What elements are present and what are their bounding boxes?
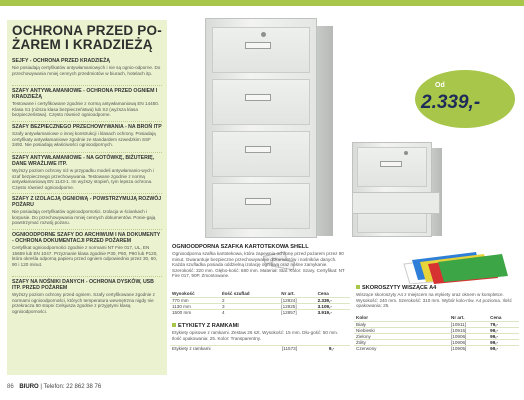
bullet-icon: [172, 323, 176, 327]
cell: [12857]: [279, 309, 315, 315]
handle-icon: [380, 161, 402, 167]
cell: 1500 mm: [170, 309, 220, 315]
col-art: Nr art.: [451, 315, 465, 321]
price-badge: [415, 70, 515, 128]
table-row: [354, 345, 519, 351]
section-burglary-fire: [12, 88, 162, 118]
product-title: SKOROSZYTY WISZĄCE A4: [362, 285, 437, 291]
cell: Etykiety z ramkami: [170, 346, 280, 352]
cell: 3: [220, 303, 279, 309]
cabinet-4-drawer-image: [205, 18, 317, 238]
price-value: 2.339,-: [421, 92, 481, 113]
cabinet-2-drawer-image: [352, 142, 432, 237]
col-price: Cena: [317, 291, 329, 297]
lock-icon: [261, 32, 266, 37]
section-title: SZAFY ANTYWŁAMANIOWE - OCHRONA PRZED OGNIEM I KRADZIEŻĄ: [12, 88, 158, 100]
section-archive: [12, 232, 162, 267]
table-row: [170, 346, 350, 352]
cell: [10911]: [449, 321, 488, 327]
cell: [11573]: [280, 346, 327, 352]
cell: Żółty: [354, 339, 449, 345]
col-color: Kolor: [356, 315, 368, 321]
section-title: OGNIOODPORNE SZAFY DO ARCHIWUM I NA DOKUMENTY - OCHRONA DOKUMENTACJI PRZED POŻAREM: [12, 232, 161, 244]
section-title: SZAFY NA NOŚNIKI DANYCH - OCHRONA DYSKÓW, USB ITP. PRZED POŻAREM: [12, 279, 154, 291]
product2-table: [170, 345, 350, 351]
handle-icon: [245, 42, 271, 49]
divider: [12, 152, 162, 153]
product-title: ETYKIETY Z RAMKAMI: [178, 323, 239, 329]
col-price: Cena: [490, 315, 502, 321]
section-body: Wyższy poziom ochrony przed ogniem. Szafy certyfikowane zgodnie z normami ognioodporności, których temperatura wewnętrzna nigdy nie przekracza 50 stopni Celsjusza zgodnie z przyjętymi klasą ognioodporności.: [12, 292, 155, 314]
col-art: Nr art.: [281, 291, 295, 297]
open-drawer-tray: [352, 192, 440, 214]
footer-brand: BIURO: [19, 384, 39, 390]
headline-line-2: ŻAREM I KRADZIEŻĄ: [12, 37, 153, 52]
product-description: Ognioodporna szafka kartotekowa, która zapewnia ochronę przed pożarem przez 90 minut. Gwarantuje bezpieczne przechowywanie dokumentów i nośników danych. Każda szufladka posiada oddzielną izolację ogniową oraz nośne zamykanie. Szerokość: 320 mm. Głębo-kość: 680 mm. Materiał: Stal. Kolor: Szary. Certyfikat: NT Fire 017, 90P. Zmontowane.: [172, 251, 345, 279]
cell: 4: [220, 309, 279, 315]
divider: [12, 276, 162, 277]
cell-price: 9,-: [327, 346, 350, 352]
cell: Zielony: [354, 333, 449, 339]
table-row: [170, 309, 350, 315]
product2-title-wrap: [172, 323, 239, 329]
price-prefix: Od: [435, 82, 445, 89]
handle-icon: [245, 146, 271, 153]
headline-line-1: OCHRONA PRZED PO-: [12, 23, 162, 38]
cell-price: 99,-: [488, 327, 519, 333]
cell: [10915]: [449, 327, 488, 333]
product-title: OGNIOODPORNA SZAFKA KARTOTEKOWA SHELL: [172, 244, 309, 250]
cell-price: 3.919,-: [316, 309, 350, 315]
section-body: Certyfikat ognioodporności zgodnie z normami NT Fire 017, UL, EN 15659 lub EN 1047. Przyznanie klasa zgodnie P30, P60, P90 lub P120, która określa odporną papieru przed ogniem odpowiednio przez 30, 60, 90 i 120 minut.: [12, 245, 158, 267]
section-body: Nie posiadają certyfikatów antywłamaniowych i nie są ognio-odporne. Do przechowywania mniej cennych przedmiotów w biurach, hotelach itp.: [12, 65, 161, 76]
cell: Biały: [354, 321, 449, 327]
cell-price: 99,-: [488, 345, 519, 351]
section-title: SZAFY Z IZOLACJĄ OGNIOWĄ - POWSTRZYMUJĄ ROZWÓJ POŻARU: [12, 196, 162, 208]
cell: [12824]: [279, 297, 315, 303]
cell: [12825]: [279, 303, 315, 309]
product-description: Wiszące skoroszyty A4 z miejscem na etykiety oraz oknem w kompletce. Wysokość: 240 mm. Szerokość: 310 mm. Wybór kolo-rów. A4 pozioma. Ilość opakowania: 25.: [356, 292, 512, 309]
cabinet-side: [317, 26, 333, 236]
handle-icon: [245, 94, 271, 101]
section-weapons: [12, 124, 162, 148]
col-drawers: Ilość szuflad: [222, 291, 250, 297]
cell: 2: [220, 297, 279, 303]
section-title: SZAFY BEZPIECZNEGO PRZECHOWYWANIA - NA BROŃ ITP: [12, 124, 162, 130]
cell: [10905]: [449, 345, 488, 351]
cell: Czerwony: [354, 345, 449, 351]
lock-icon: [404, 151, 408, 155]
handle-icon: [245, 198, 271, 205]
hanging-folders-image: [400, 250, 510, 284]
cell: 770 mm: [170, 297, 220, 303]
section-cash: [12, 155, 162, 190]
product1-table: [170, 291, 350, 315]
footer-phone: Telefon: 22 862 38 76: [43, 384, 102, 390]
section-body: Szafy antywłamaniowe o innej konstrukcji i klasach ochrony. Posiadają certyfikaty antywłamaniowe zgodnie ze standardem szwedzkim SSF 3492. Nie posiadają właściwości ognioodpornych.: [12, 131, 156, 148]
top-accent-bar: [0, 0, 524, 6]
product-description: Etykiety opisowe z ramkami. Zestaw 26 szt. Wysokość: 15 mm. Dłu-gość: 50 mm. Ilość opakowania: 25. Kolor: Transparentny.: [172, 330, 339, 341]
col-height: Wysokość: [172, 291, 195, 297]
page-headline: [12, 24, 162, 52]
section-title: SZAFY ANTYWŁAMANIOWE - NA GOTÓWKĘ, BIŻUTERIĘ, DANE WRAŻLIWE ITP.: [12, 155, 155, 167]
cell-price: 99,-: [488, 333, 519, 339]
drawer: [212, 183, 310, 229]
product3-table: [354, 315, 519, 351]
page-number: 86: [7, 384, 14, 390]
bullet-icon: [356, 285, 360, 289]
cell: [10906]: [449, 333, 488, 339]
cell-price: 99,-: [488, 339, 519, 345]
section-title: SEJFY - OCHRONA PRZED KRADZIEŻĄ: [12, 58, 110, 64]
drawer: [212, 79, 310, 125]
drawer: [212, 27, 310, 73]
cell: [10906]: [449, 339, 488, 345]
drawer: [212, 131, 310, 177]
divider: [12, 121, 162, 122]
page-footer: 86 BIURO | Telefon: 22 862 38 76: [7, 384, 102, 390]
cell-price: 79,-: [488, 321, 519, 327]
cell: 1130 mm: [170, 303, 220, 309]
section-body: Wyższy poziom ochrony niż w przypadku modeli antywłamanio-wych i szaf bezpiecznego przechowywania. Testowane zgodnie z normą antywłamaniową EN 1143-1. Im wyższy stopień, tym lepsza ochrona. Często również ognioodporne.: [12, 168, 155, 190]
cell: Niebieski: [354, 327, 449, 333]
divider: [12, 85, 162, 86]
drawer: [357, 147, 427, 187]
cell-price: 2.339,-: [316, 297, 350, 303]
section-data-media: [12, 279, 162, 314]
divider: [12, 229, 162, 230]
section-body: Testowane i certyfikowane zgodnie z normą antywłamaniową EN 14450. Klasa S1 (niższa klasa bezpieczeństwa) lub S2 (wyższa klasa bezpieczeństwa). Często również ognioodporne.: [12, 101, 160, 118]
section-safes: [12, 58, 162, 76]
section-fire-insulation: [12, 196, 162, 226]
divider: [12, 193, 162, 194]
section-body: Nie posiadają certyfikatów ognioodporności. Izolacja w ściankach i korpusie. Do przechowywania mniej cennych dokumentów. Ponie-gają powstrzymać rozwój pożaru.: [12, 209, 156, 226]
product3-title-wrap: [356, 285, 436, 291]
cell-price: 3.109,-: [316, 303, 350, 309]
